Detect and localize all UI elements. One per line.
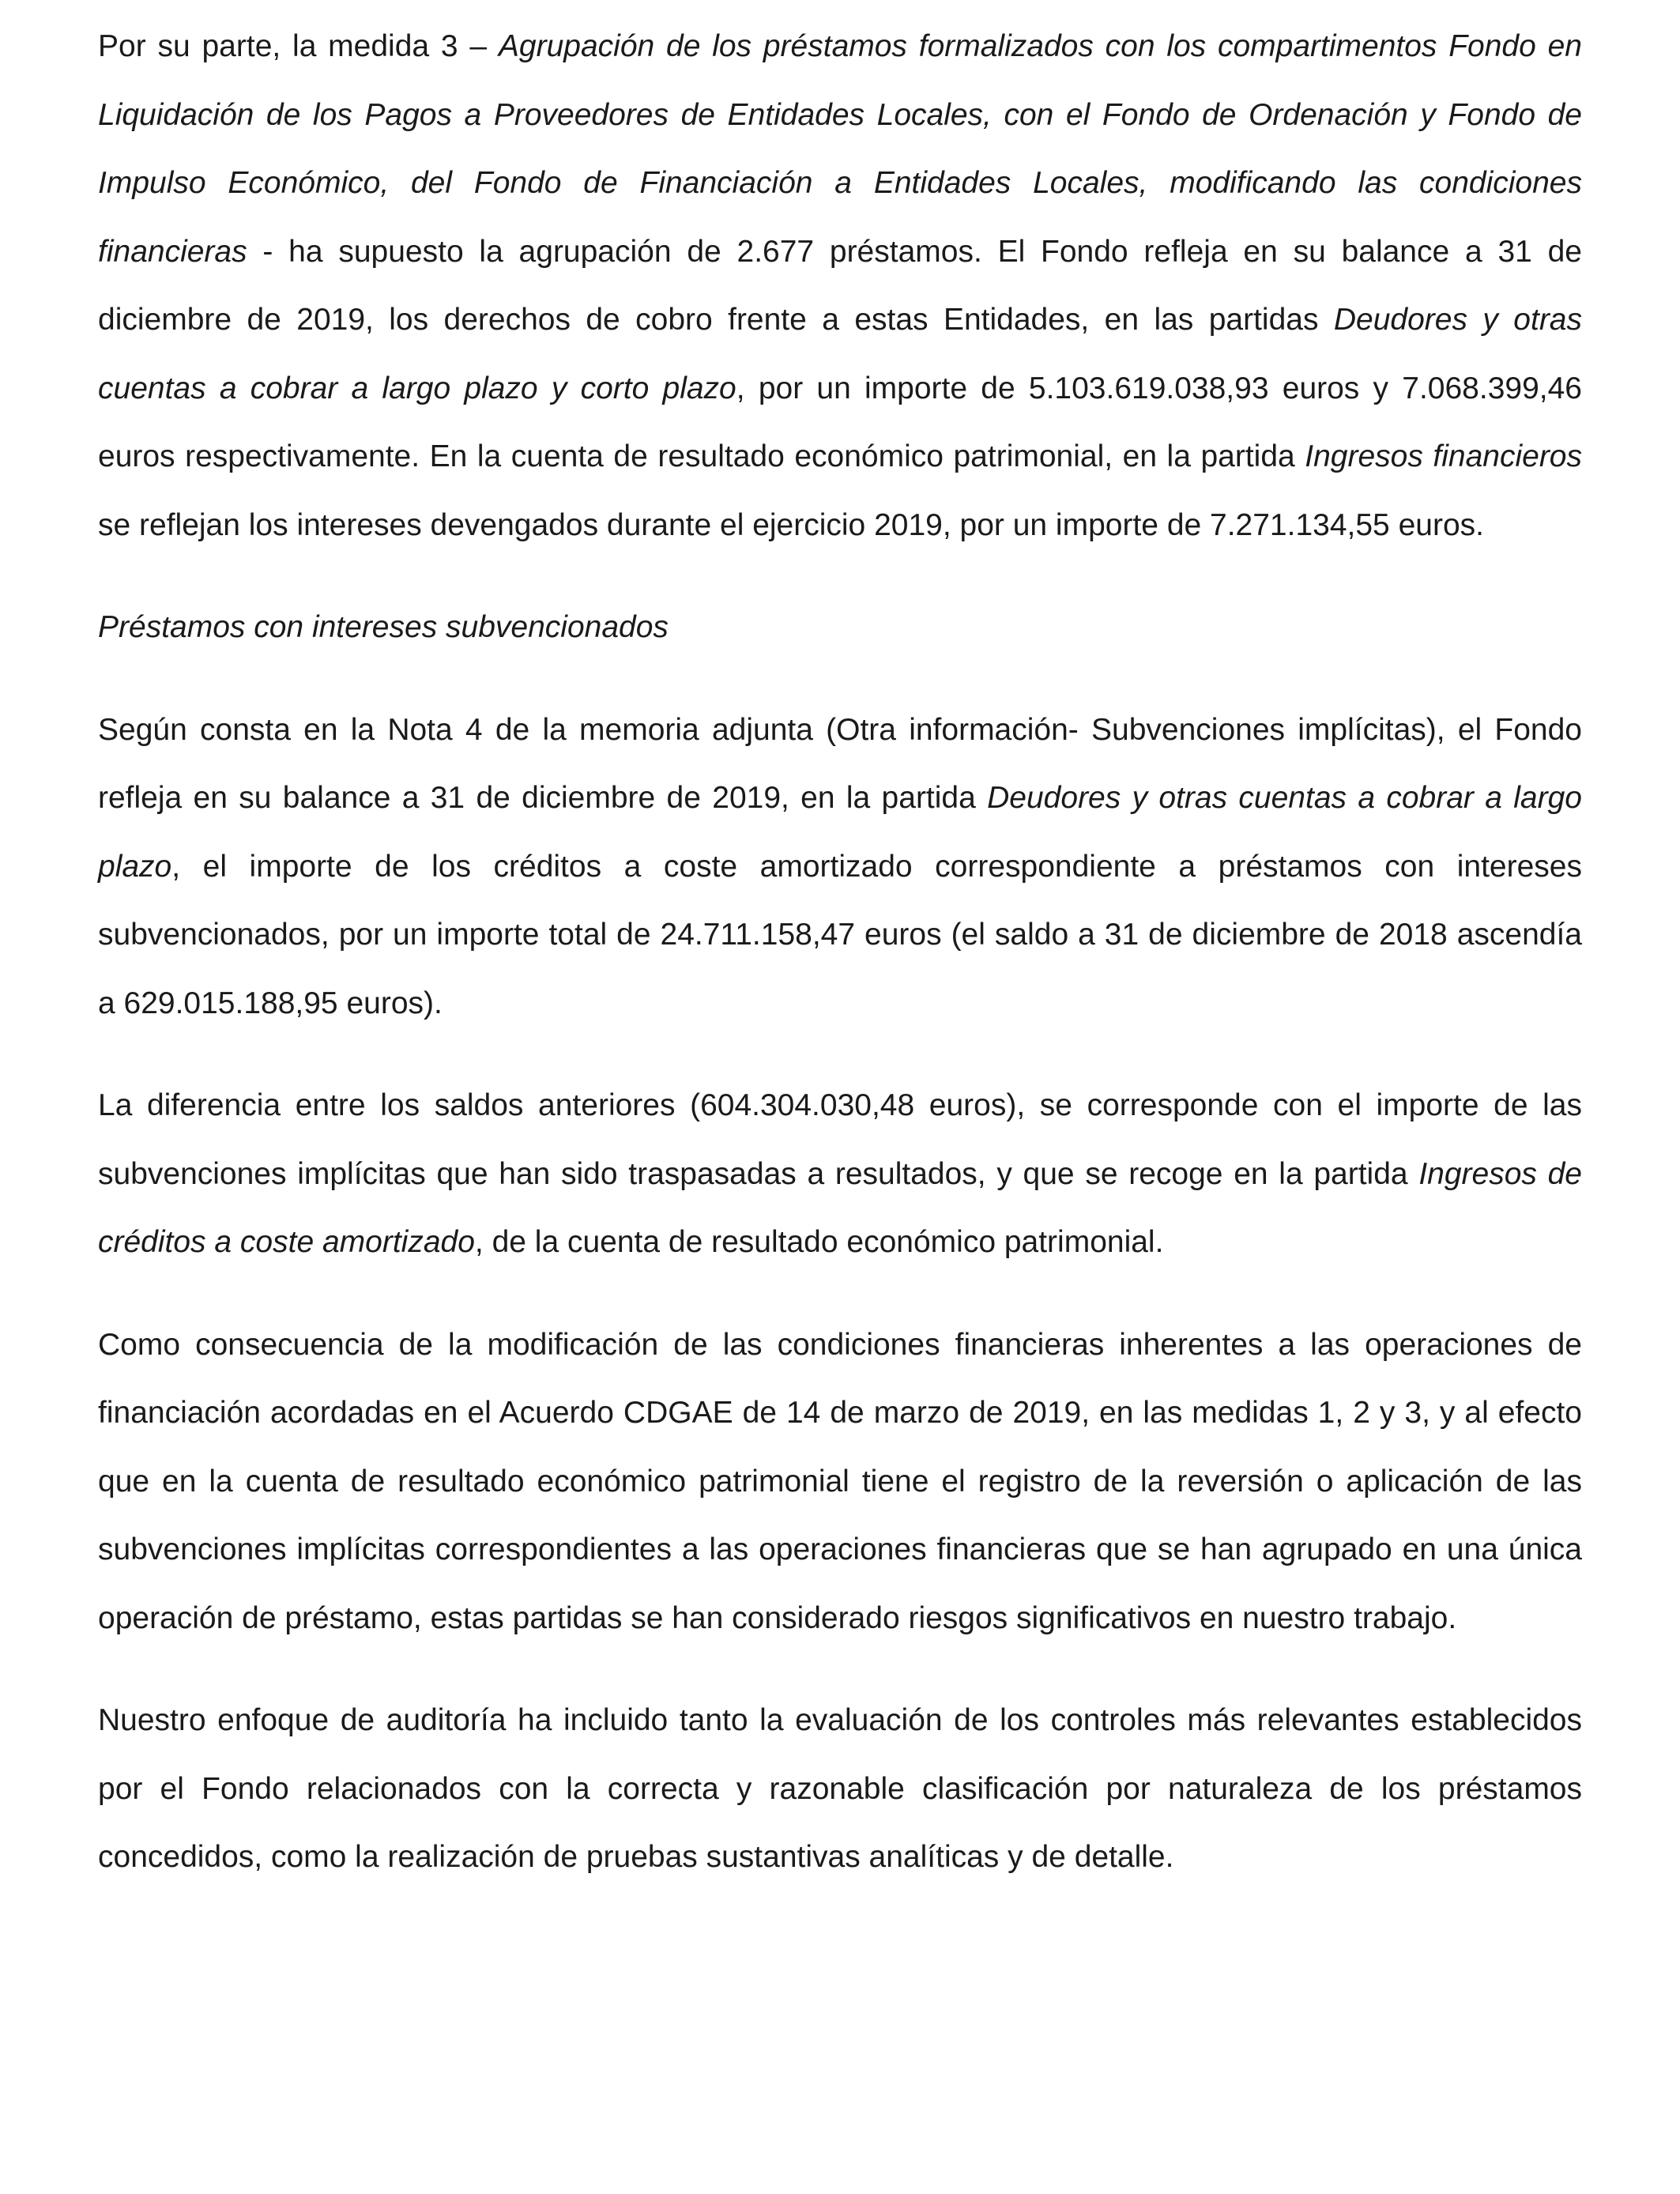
italic-segment: Ingresos financieros: [1305, 439, 1582, 473]
paragraph-diferencia-saldos: [98, 1072, 1582, 1277]
text-segment: se reflejan los intereses devengados durante el ejercicio 2019, por un importe de 7.271.134,55 euros.: [98, 507, 1484, 542]
text-segment: La diferencia entre los saldos anteriores (604.304.030,48 euros), se corresponde con el importe de las subvenciones implícitas que han sido traspasadas a resultados, y que se recoge en la partida: [98, 1088, 1582, 1191]
text-segment: Nuestro enfoque de auditoría ha incluido tanto la evaluación de los controles más relevantes establecidos por el Fondo relacionados con la correcta y razonable clasificación por naturaleza de los préstamos concedidos, como la realización de pruebas sustantivas analíticas y de detalle.: [98, 1703, 1582, 1874]
italic-segment: Préstamos con intereses subvencionados: [98, 610, 669, 644]
text-segment: Según consta en la Nota 4 de la memoria adjunta (Otra información- Subvenciones implícitas), el Fondo refleja en su balance a 31 de diciembre de 2019, en la partida: [98, 712, 1582, 815]
section-heading: [98, 594, 1582, 662]
italic-segment: Deudores y otras cuentas a cobrar a largo plazo y corto plazo: [98, 303, 1582, 405]
text-segment: - ha supuesto la agrupación de 2.677 préstamos. El Fondo refleja en su balance a 31 de diciembre de 2019, los derechos de cobro frente a estas Entidades, en las partidas: [98, 234, 1582, 337]
document-page: [98, 13, 1582, 1926]
paragraph-nota-4: [98, 696, 1582, 1039]
paragraph-riesgos-significativos: [98, 1311, 1582, 1653]
paragraph-enfoque-auditoria: [98, 1687, 1582, 1892]
text-segment: , de la cuenta de resultado económico patrimonial.: [474, 1225, 1164, 1259]
text-segment: Como consecuencia de la modificación de las condiciones financieras inherentes a las operaciones de financiación acordadas en el Acuerdo CDGAE de 14 de marzo de 2019, en las medidas 1, 2 y 3, y al efecto que en la cuenta de resultado económico patrimonial tiene el registro de la reversión o aplicación de las subvenciones implícitas correspondientes a las operaciones financieras que se han agrupado en una única operación de préstamo, estas partidas se han considerado riesgos significativos en nuestro trabajo.: [98, 1327, 1582, 1635]
paragraph-medida-3: [98, 13, 1582, 560]
italic-segment: Agrupación de los préstamos formalizados con los compartimentos Fondo en Liquidación de los Pagos a Proveedores de Entidades Locales, con el Fondo de Ordenación y Fondo de Impulso Económico, del Fondo de Financiación a Entidades Locales, modificando las condiciones financieras: [98, 29, 1582, 269]
text-segment: Por su parte, la medida 3 –: [98, 29, 499, 63]
text-segment: , por un importe de 5.103.619.038,93 euros y 7.068.399,46 euros respectivamente. En la cuenta de resultado económico patrimonial, en la partida: [98, 371, 1582, 473]
italic-segment: Ingresos de créditos a coste amortizado: [98, 1156, 1582, 1259]
text-segment: , el importe de los créditos a coste amortizado correspondiente a préstamos con intereses subvencionados, por un importe total de 24.711.158,47 euros (el saldo a 31 de diciembre de 2018 ascendía a 629.015.188,95 euros).: [98, 849, 1582, 1020]
italic-segment: Deudores y otras cuentas a cobrar a largo plazo: [98, 781, 1582, 884]
